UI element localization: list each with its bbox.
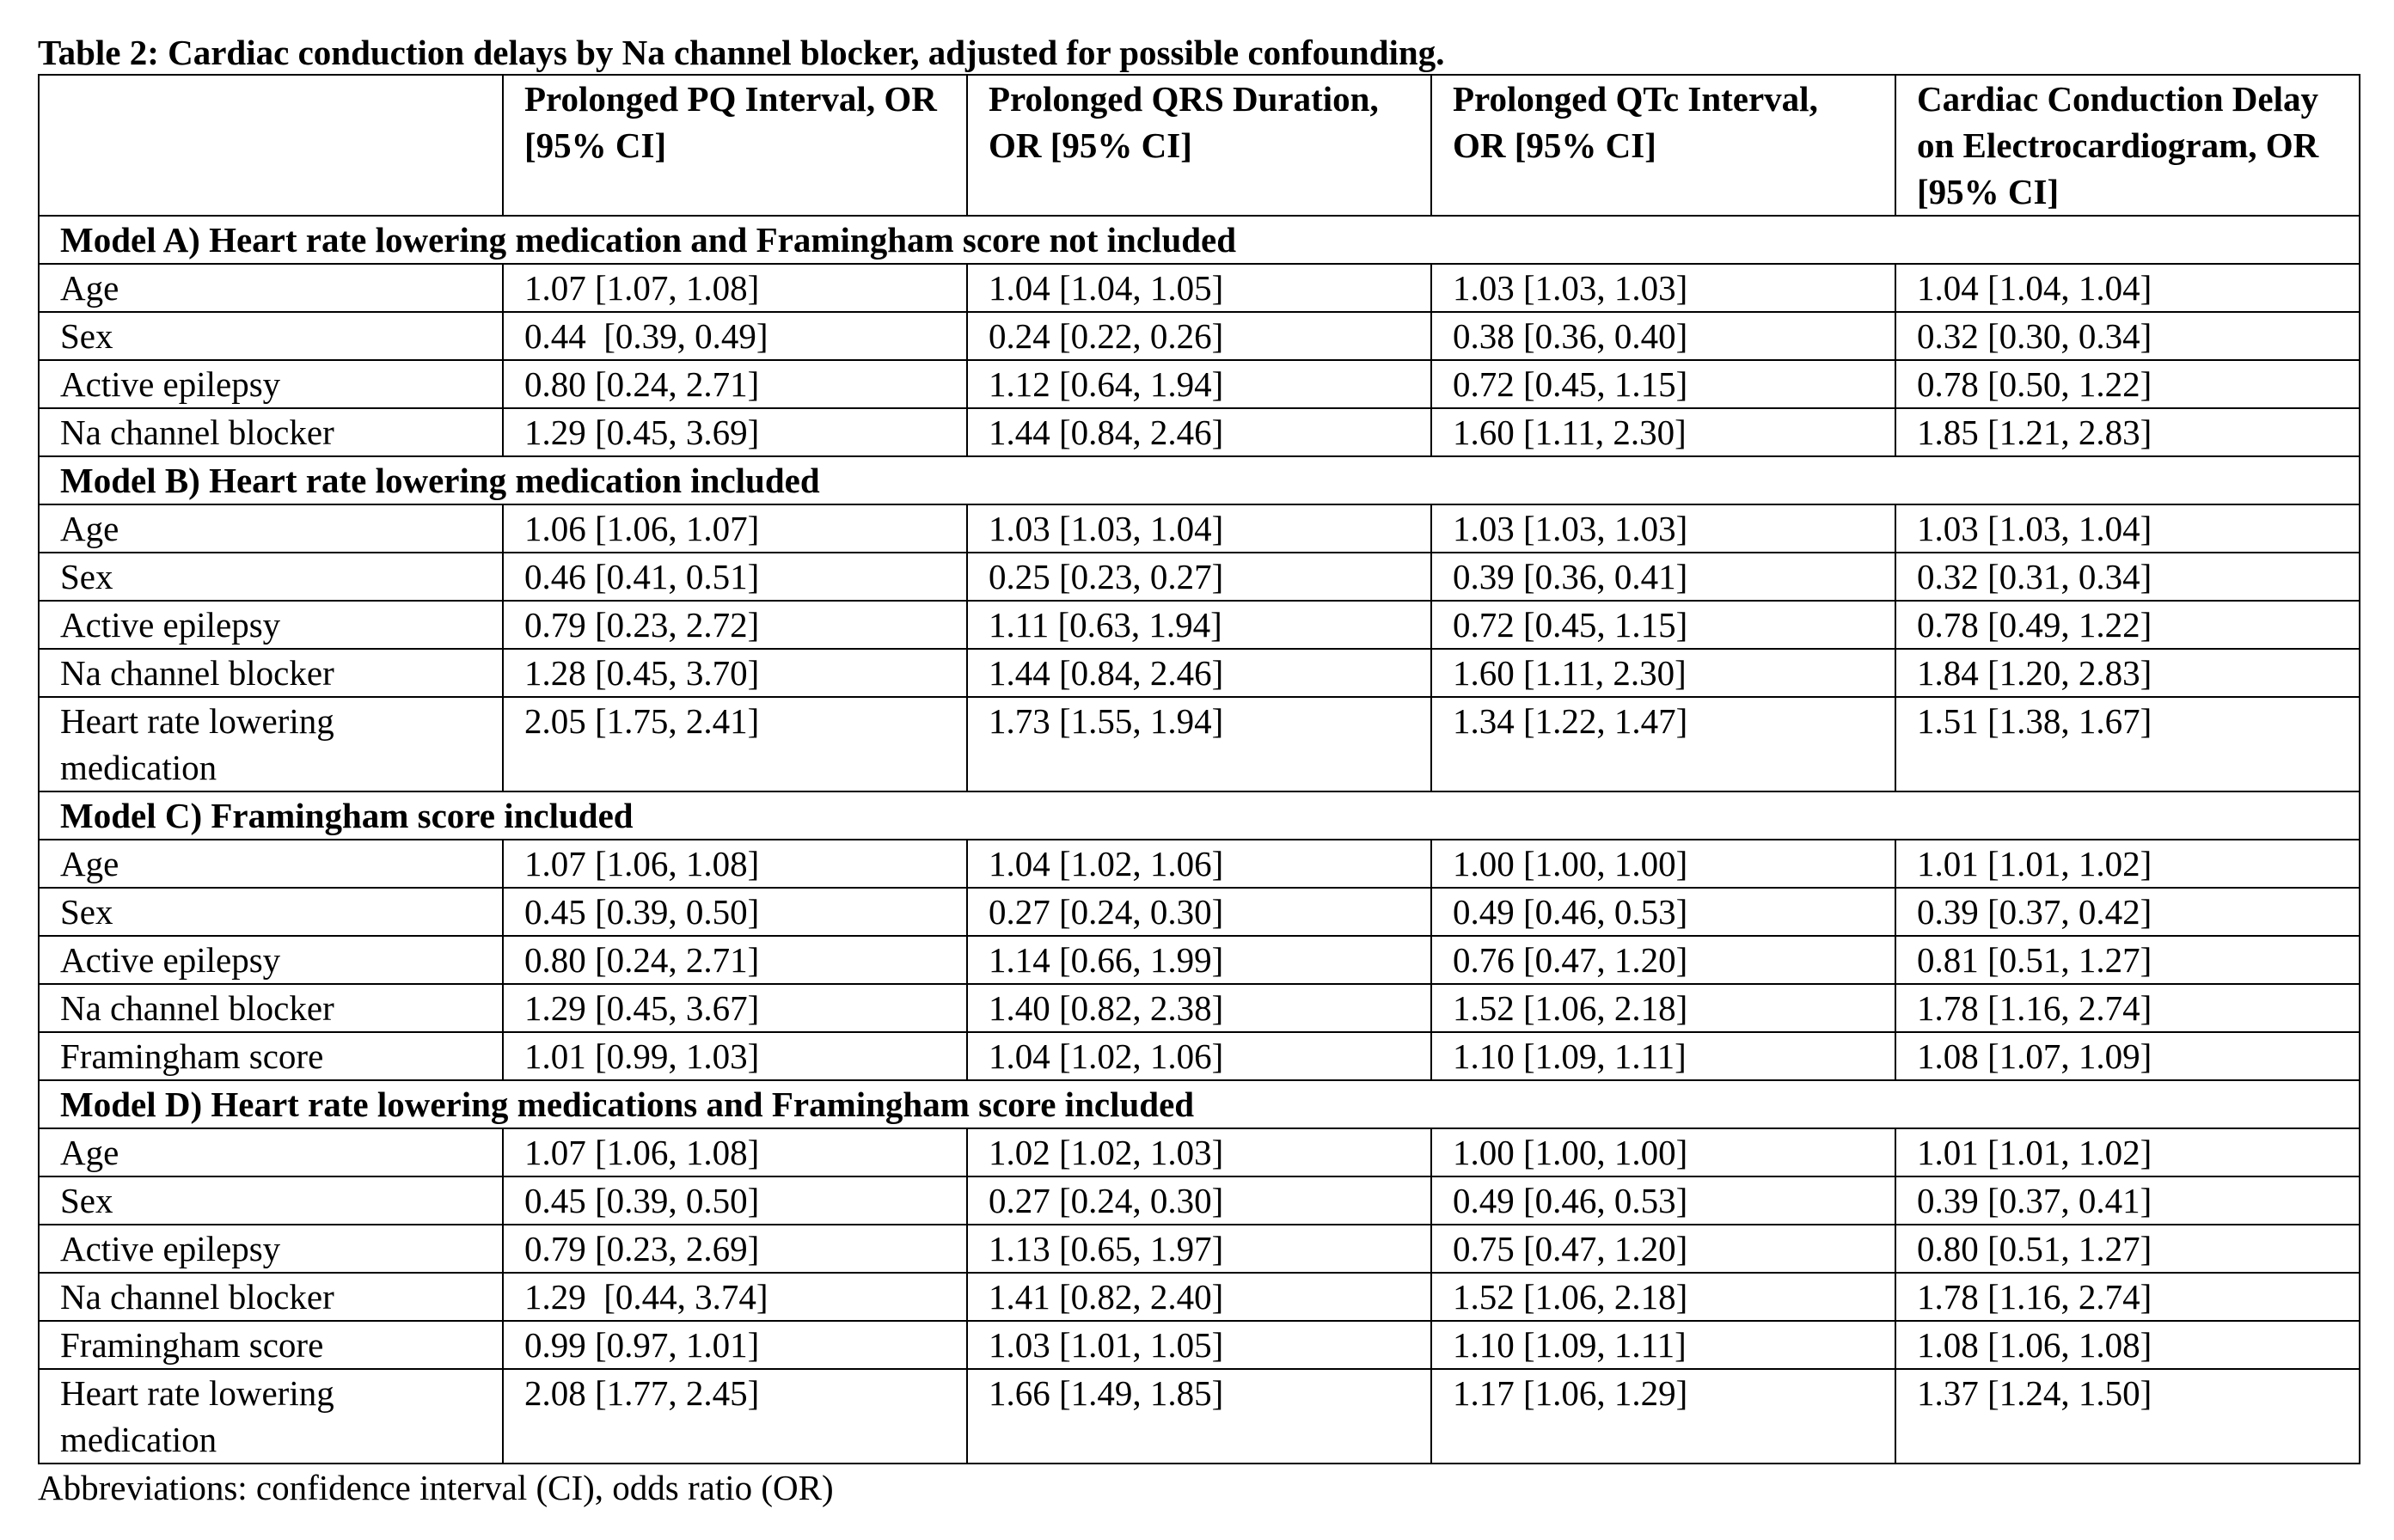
table-cell: 1.29 [0.44, 3.74] [503, 1273, 967, 1321]
table-cell: 1.29 [0.45, 3.69] [503, 408, 967, 456]
table-cell: 0.72 [0.45, 1.15] [1431, 360, 1895, 408]
table-cell: 0.32 [0.31, 0.34] [1895, 553, 2360, 601]
model-heading: Model B) Heart rate lowering medication included [39, 456, 2360, 504]
row-label: Active epilepsy [39, 936, 503, 984]
table-cell: 1.52 [1.06, 2.18] [1431, 984, 1895, 1032]
table-cell: 1.60 [1.11, 2.30] [1431, 408, 1895, 456]
table-cell: 1.01 [0.99, 1.03] [503, 1032, 967, 1080]
table-cell: 1.28 [0.45, 3.70] [503, 649, 967, 697]
row-label: Na channel blocker [39, 1273, 503, 1321]
table-cell: 1.66 [1.49, 1.85] [967, 1369, 1431, 1464]
results-table [38, 74, 2360, 1464]
table-cell: 1.02 [1.02, 1.03] [967, 1128, 1431, 1176]
table-cell: 1.41 [0.82, 2.40] [967, 1273, 1431, 1321]
table-cell: 0.45 [0.39, 0.50] [503, 888, 967, 936]
table-cell: 1.04 [1.02, 1.06] [967, 840, 1431, 888]
table-cell: 0.99 [0.97, 1.01] [503, 1321, 967, 1369]
row-label: Heart rate lowering medication [39, 697, 503, 791]
table-row [39, 984, 2360, 1032]
table-cell: 1.08 [1.07, 1.09] [1895, 1032, 2360, 1080]
table-cell: 0.80 [0.24, 2.71] [503, 360, 967, 408]
table-cell: 0.49 [0.46, 0.53] [1431, 1176, 1895, 1225]
document [38, 31, 2359, 1511]
table-cell: 0.78 [0.50, 1.22] [1895, 360, 2360, 408]
table-row [39, 1369, 2360, 1464]
header-cell-pq: Prolonged PQ Interval, OR [95% CI] [503, 75, 967, 216]
table-cell: 1.00 [1.00, 1.00] [1431, 1128, 1895, 1176]
table-row [39, 888, 2360, 936]
table-cell: 0.38 [0.36, 0.40] [1431, 312, 1895, 360]
table-cell: 1.44 [0.84, 2.46] [967, 649, 1431, 697]
table-cell: 1.11 [0.63, 1.94] [967, 601, 1431, 649]
table-row [39, 1321, 2360, 1369]
abbreviations-footnote: Abbreviations: confidence interval (CI), odds ratio (OR) [38, 1468, 834, 1507]
row-label: Na channel blocker [39, 984, 503, 1032]
table-cell: 0.80 [0.51, 1.27] [1895, 1225, 2360, 1273]
row-label: Age [39, 504, 503, 553]
table-cell: 0.45 [0.39, 0.50] [503, 1176, 967, 1225]
table-cell: 0.79 [0.23, 2.72] [503, 601, 967, 649]
table-row [39, 840, 2360, 888]
table-cell: 1.01 [1.01, 1.02] [1895, 840, 2360, 888]
table-cell: 1.03 [1.01, 1.05] [967, 1321, 1431, 1369]
row-label: Sex [39, 1176, 503, 1225]
table-cell: 0.44 [0.39, 0.49] [503, 312, 967, 360]
table-cell: 2.05 [1.75, 2.41] [503, 697, 967, 791]
header-cell-conduction-delay: Cardiac Conduction Delay on Electrocardiogram, OR [95% CI] [1895, 75, 2360, 216]
table-cell: 1.78 [1.16, 2.74] [1895, 984, 2360, 1032]
table-body [39, 216, 2360, 1464]
table-cell: 1.44 [0.84, 2.46] [967, 408, 1431, 456]
table-cell: 1.04 [1.04, 1.05] [967, 264, 1431, 312]
table-cell: 1.12 [0.64, 1.94] [967, 360, 1431, 408]
table-caption: Table 2: Cardiac conduction delays by Na channel blocker, adjusted for possible confounding. [38, 33, 1445, 72]
table-cell: 0.75 [0.47, 1.20] [1431, 1225, 1895, 1273]
row-label: Heart rate lowering medication [39, 1369, 503, 1464]
row-label: Active epilepsy [39, 1225, 503, 1273]
table-row [39, 504, 2360, 553]
table-row [39, 1273, 2360, 1321]
table-cell: 0.78 [0.49, 1.22] [1895, 601, 2360, 649]
model-heading: Model D) Heart rate lowering medications and Framingham score included [39, 1080, 2360, 1128]
table-row [39, 601, 2360, 649]
model-heading-row [39, 1080, 2360, 1128]
table-cell: 0.32 [0.30, 0.34] [1895, 312, 2360, 360]
model-heading-row [39, 216, 2360, 264]
header-cell-qrs: Prolonged QRS Duration, OR [95% CI] [967, 75, 1431, 216]
table-cell: 1.40 [0.82, 2.38] [967, 984, 1431, 1032]
table-row [39, 1176, 2360, 1225]
table-cell: 1.85 [1.21, 2.83] [1895, 408, 2360, 456]
table-cell: 0.27 [0.24, 0.30] [967, 888, 1431, 936]
table-cell: 1.51 [1.38, 1.67] [1895, 697, 2360, 791]
table-row [39, 408, 2360, 456]
table-row [39, 936, 2360, 984]
table-cell: 2.08 [1.77, 2.45] [503, 1369, 967, 1464]
table-cell: 1.04 [1.04, 1.04] [1895, 264, 2360, 312]
table-cell: 1.08 [1.06, 1.08] [1895, 1321, 2360, 1369]
row-label: Framingham score [39, 1032, 503, 1080]
table-cell: 1.34 [1.22, 1.47] [1431, 697, 1895, 791]
row-label: Sex [39, 312, 503, 360]
table-row [39, 264, 2360, 312]
table-cell: 0.49 [0.46, 0.53] [1431, 888, 1895, 936]
table-cell: 1.17 [1.06, 1.29] [1431, 1369, 1895, 1464]
row-label: Sex [39, 553, 503, 601]
row-label: Na channel blocker [39, 649, 503, 697]
table-row [39, 312, 2360, 360]
header-row [39, 75, 2360, 216]
table-cell: 0.25 [0.23, 0.27] [967, 553, 1431, 601]
table-cell: 1.73 [1.55, 1.94] [967, 697, 1431, 791]
table-cell: 1.01 [1.01, 1.02] [1895, 1128, 2360, 1176]
table-cell: 1.07 [1.06, 1.08] [503, 840, 967, 888]
table-cell: 1.29 [0.45, 3.67] [503, 984, 967, 1032]
header-cell-qtc: Prolonged QTc Interval, OR [95% CI] [1431, 75, 1895, 216]
row-label: Age [39, 840, 503, 888]
table-cell: 1.52 [1.06, 2.18] [1431, 1273, 1895, 1321]
table-cell: 1.37 [1.24, 1.50] [1895, 1369, 2360, 1464]
table-cell: 1.84 [1.20, 2.83] [1895, 649, 2360, 697]
model-heading: Model A) Heart rate lowering medication and Framingham score not included [39, 216, 2360, 264]
table-row [39, 649, 2360, 697]
table-cell: 1.04 [1.02, 1.06] [967, 1032, 1431, 1080]
table-cell: 1.07 [1.07, 1.08] [503, 264, 967, 312]
header-cell-blank [39, 75, 503, 216]
table-cell: 1.10 [1.09, 1.11] [1431, 1032, 1895, 1080]
table-cell: 1.03 [1.03, 1.04] [967, 504, 1431, 553]
table-row [39, 553, 2360, 601]
table-cell: 0.76 [0.47, 1.20] [1431, 936, 1895, 984]
table-cell: 0.80 [0.24, 2.71] [503, 936, 967, 984]
model-heading: Model C) Framingham score included [39, 791, 2360, 840]
model-heading-row [39, 456, 2360, 504]
table-cell: 0.81 [0.51, 1.27] [1895, 936, 2360, 984]
table-row [39, 1128, 2360, 1176]
table-cell: 0.39 [0.37, 0.42] [1895, 888, 2360, 936]
table-cell: 1.60 [1.11, 2.30] [1431, 649, 1895, 697]
table-row [39, 360, 2360, 408]
table-cell: 1.14 [0.66, 1.99] [967, 936, 1431, 984]
table-cell: 0.46 [0.41, 0.51] [503, 553, 967, 601]
table-cell: 1.10 [1.09, 1.11] [1431, 1321, 1895, 1369]
row-label: Active epilepsy [39, 601, 503, 649]
table-cell: 1.03 [1.03, 1.04] [1895, 504, 2360, 553]
table-cell: 1.03 [1.03, 1.03] [1431, 504, 1895, 553]
table-row [39, 1225, 2360, 1273]
table-cell: 1.78 [1.16, 2.74] [1895, 1273, 2360, 1321]
row-label: Sex [39, 888, 503, 936]
row-label: Active epilepsy [39, 360, 503, 408]
table-cell: 1.06 [1.06, 1.07] [503, 504, 967, 553]
row-label: Framingham score [39, 1321, 503, 1369]
table-cell: 1.13 [0.65, 1.97] [967, 1225, 1431, 1273]
table-cell: 0.72 [0.45, 1.15] [1431, 601, 1895, 649]
model-heading-row [39, 791, 2360, 840]
table-cell: 0.27 [0.24, 0.30] [967, 1176, 1431, 1225]
table-cell: 1.07 [1.06, 1.08] [503, 1128, 967, 1176]
table-cell: 1.00 [1.00, 1.00] [1431, 840, 1895, 888]
table-cell: 0.39 [0.37, 0.41] [1895, 1176, 2360, 1225]
table-cell: 0.39 [0.36, 0.41] [1431, 553, 1895, 601]
row-label: Na channel blocker [39, 408, 503, 456]
table-row [39, 697, 2360, 791]
table-cell: 0.79 [0.23, 2.69] [503, 1225, 967, 1273]
row-label: Age [39, 1128, 503, 1176]
table-cell: 1.03 [1.03, 1.03] [1431, 264, 1895, 312]
table-row [39, 1032, 2360, 1080]
row-label: Age [39, 264, 503, 312]
table-cell: 0.24 [0.22, 0.26] [967, 312, 1431, 360]
